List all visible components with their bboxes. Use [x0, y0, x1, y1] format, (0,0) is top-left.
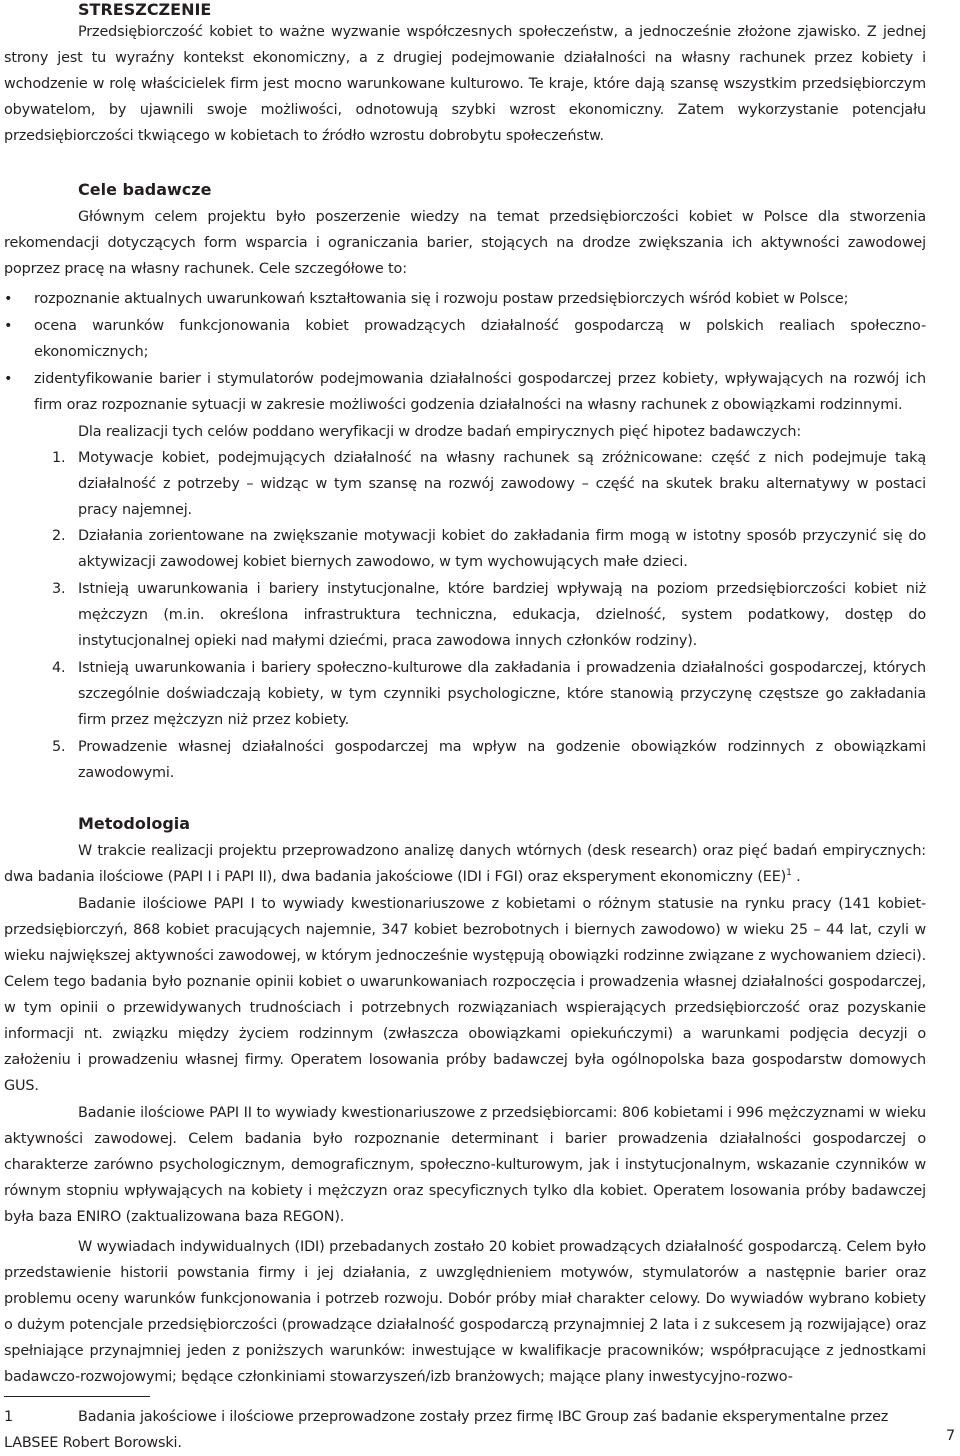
hypothesis-item — [52, 576, 926, 654]
section-heading-metodologia: Metodologia — [78, 814, 191, 833]
papi-ii-paragraph: Badanie ilościowe PAPI II to wywiady kwestionariuszowe z przedsiębiorcami: 806 kobietami i 996 mężczyznami w wieku aktywności zawodowej. Celem badania było rozpoznanie determinant i barier prowadzenia działalności gospodarczej o charakterze zarówno psychologicznym, demograficznym, społeczno-kulturowym, jak i instytucjonalnym, wskazanie czynników w równym stopniu wpływających na kobiety i mężczyzn oraz specyficznych tylko dla kobiet. Operatem losowania próby badawczej była baza ENIRO (zaktualizowana baza REGON). — [4, 1105, 926, 1225]
hypothesis-text: Prowadzenie własnej działalności gospodarczej ma wpływ na godzenie obowiązków rodzinnych z obowiązkami zawodowymi. — [78, 739, 926, 781]
section-heading-cele-badawcze: Cele badawcze — [78, 180, 212, 199]
page-number: 7 — [946, 1428, 956, 1444]
hypothesis-item — [52, 523, 926, 575]
hypothesis-number: 1. — [52, 450, 66, 466]
footnote-separator — [4, 1396, 150, 1397]
hypothesis-number: 5. — [52, 739, 66, 755]
list-item — [4, 286, 926, 312]
methodology-paragraph — [4, 838, 926, 890]
methodology-text-end: . — [791, 869, 801, 885]
hypothesis-number: 4. — [52, 660, 66, 676]
hypothesis-number: 3. — [52, 581, 66, 597]
summary-paragraph: Przedsiębiorczość kobiet to ważne wyzwanie współczesnych społeczeństw, a jednocześnie złożone zjawisko. Z jednej strony jest tu wyraźny kontekst ekonomiczny, a z drugiej podejmowanie działalności na własny rachunek przez kobiety i wchodzenie w rolę właścicielek firm jest mocno warunkowane kulturowo. Te kraje, które dają szansę wszystkim przedsiębiorczym obywatelom, by ujawnili swoje możliwości, odnotowują szybki wzrost ekonomiczny. Zatem wykorzystanie potencjału przedsiębiorczości tkwiącego w kobietach to źródło wzrostu dobrobytu społeczeństw. — [4, 24, 926, 144]
hypothesis-item — [52, 655, 926, 733]
bullet-marker: • — [4, 291, 13, 307]
bullet-marker: • — [4, 318, 13, 334]
list-item — [4, 313, 926, 365]
hypothesis-text: Istnieją uwarunkowania i bariery instytucjonalne, które bardziej wpływają na poziom przedsiębiorczości kobiet niż mężczyzn (m.in. określona infrastruktura techniczna, edukacja, dzielność, system podatkowy, dostęp do instytucjonalnej opieki nad małymi dziećmi, praca zawodowa innych członków rodziny). — [78, 581, 926, 649]
hypotheses-intro: Dla realizacji tych celów poddano weryfikacji w drodze badań empirycznych pięć hipotez badawczych: — [78, 424, 802, 440]
footnote-text: Badania jakościowe i ilościowe przeprowadzone zostały przez firmę IBC Group zaś badanie eksperymentalne przez LABSEE Robert Borowski. — [4, 1409, 889, 1451]
goals-intro-paragraph: Głównym celem projektu było poszerzenie wiedzy na temat przedsiębiorczości kobiet w Polsce dla stworzenia rekomendacji dotyczących form wsparcia i ograniczania barier, stojących na drodze zwiększania ich aktywności zawodowej poprzez pracę na własny rachunek. Cele szczegółowe to: — [4, 209, 926, 277]
hypothesis-text: Działania zorientowane na zwiększanie motywacji kobiet do zakładania firm mogą w istotny sposób przyczynić się do aktywizacji zawodowej kobiet biernych zawodowo, w tym wychowujących małe dzieci. — [78, 528, 926, 570]
footnote-reference: 1 — [786, 868, 792, 879]
bullet-text: rozpoznanie aktualnych uwarunkowań kształtowania się i rozwoju postaw przedsiębiorczych wśród kobiet w Polsce; — [34, 291, 849, 307]
hypothesis-number: 2. — [52, 528, 66, 544]
hypothesis-item — [52, 734, 926, 786]
section-heading-streszczenie: STRESZCZENIE — [78, 0, 212, 19]
footnote — [4, 1404, 926, 1456]
hypothesis-item — [52, 445, 926, 523]
bullet-marker: • — [4, 371, 13, 387]
methodology-text: W trakcie realizacji projektu przeprowadzono analizę danych wtórnych (desk research) oraz pięć badań empirycznych: dwa badania ilościowe (PAPI I i PAPI II), dwa badania jakościowe (IDI i FGI) oraz eksperyment ekonomiczny (EE) — [4, 843, 926, 885]
papi-i-paragraph: Badanie ilościowe PAPI I to wywiady kwestionariuszowe z kobietami o różnym statusie na rynku pracy (141 kobiet-przedsiębiorczyń, 868 kobiet pracujących najemnie, 347 kobiet bezrobotnych i biernych zawodowo) w wieku 25 – 44 lat, czyli w wieku największej aktywności zawodowej, w którym jednocześnie występują obowiązki rodzinne związane z wychowaniem dzieci). Celem tego badania było poznanie opinii kobiet o uwarunkowaniach rozpoczęcia i prowadzenia własnej działalności gospodarczej, w tym opinii o przewidywanych trudnościach i potrzebnych rozwiązaniach wspierających przedsiębiorczość oraz pozyskanie informacji nt. związku między życiem rodzinnym (zwłaszcza obowiązkami opiekuńczymi) a warunkami podjęcia decyzji o założeniu i prowadzeniu własnej firmy. Operatem losowania próby badawczej była ogólnopolska baza gospodarstw domowych GUS. — [4, 896, 926, 1094]
bullet-text: zidentyfikowanie barier i stymulatorów podejmowania działalności gospodarczej przez kobiety, wpływających na rozwój ich firm oraz rozpoznanie sytuacji w zakresie możliwości godzenia działalności na własny rachunek z obowiązkami rodzinnymi. — [34, 371, 926, 413]
footnote-number: 1 — [4, 1409, 14, 1425]
idi-paragraph: W wywiadach indywidualnych (IDI) przebadanych zostało 20 kobiet prowadzących działalność gospodarczą. Celem było przedstawienie historii powstania firmy i jej działania, z uwzględnieniem motywów, stymulatorów a następnie barier oraz problemu oceny warunków funkcjonowania i potrzeb rozwoju. Dobór próby miał charakter celowy. Do wywiadów wybrano kobiety o dużym potencjale przedsiębiorczości (prowadzące działalność gospodarczą przynajmniej 2 lata i z sukcesem ją rozwijające) oraz spełniające przynajmniej jeden z poniższych warunków: inwestujące w kwalifikacje pracowników; współpracujące z jednostkami badawczo-rozwojowymi; będące członkiniami stowarzyszeń/izb branżowych; mające plany inwestycyjno-rozwo- — [4, 1239, 926, 1385]
hypothesis-text: Motywacje kobiet, podejmujących działalność na własny rachunek są zróżnicowane: część z nich podejmuje taką działalność z potrzeby – widząc w tym szansę na rozwój zawodowy – część na skutek braku alternatywy w postaci pracy najemnej. — [78, 450, 926, 518]
list-item — [4, 366, 926, 418]
hypothesis-text: Istnieją uwarunkowania i bariery społeczno-kulturowe dla zakładania i prowadzenia działalności gospodarczej, których szczególnie doświadczają kobiety, w tym czynniki psychologiczne, które stanowią przyczynę częstsze go zakładania firm przez mężczyzn niż przez kobiety. — [78, 660, 926, 728]
bullet-text: ocena warunków funkcjonowania kobiet prowadzących działalność gospodarczą w polskich realiach społeczno-ekonomicznych; — [34, 318, 926, 360]
